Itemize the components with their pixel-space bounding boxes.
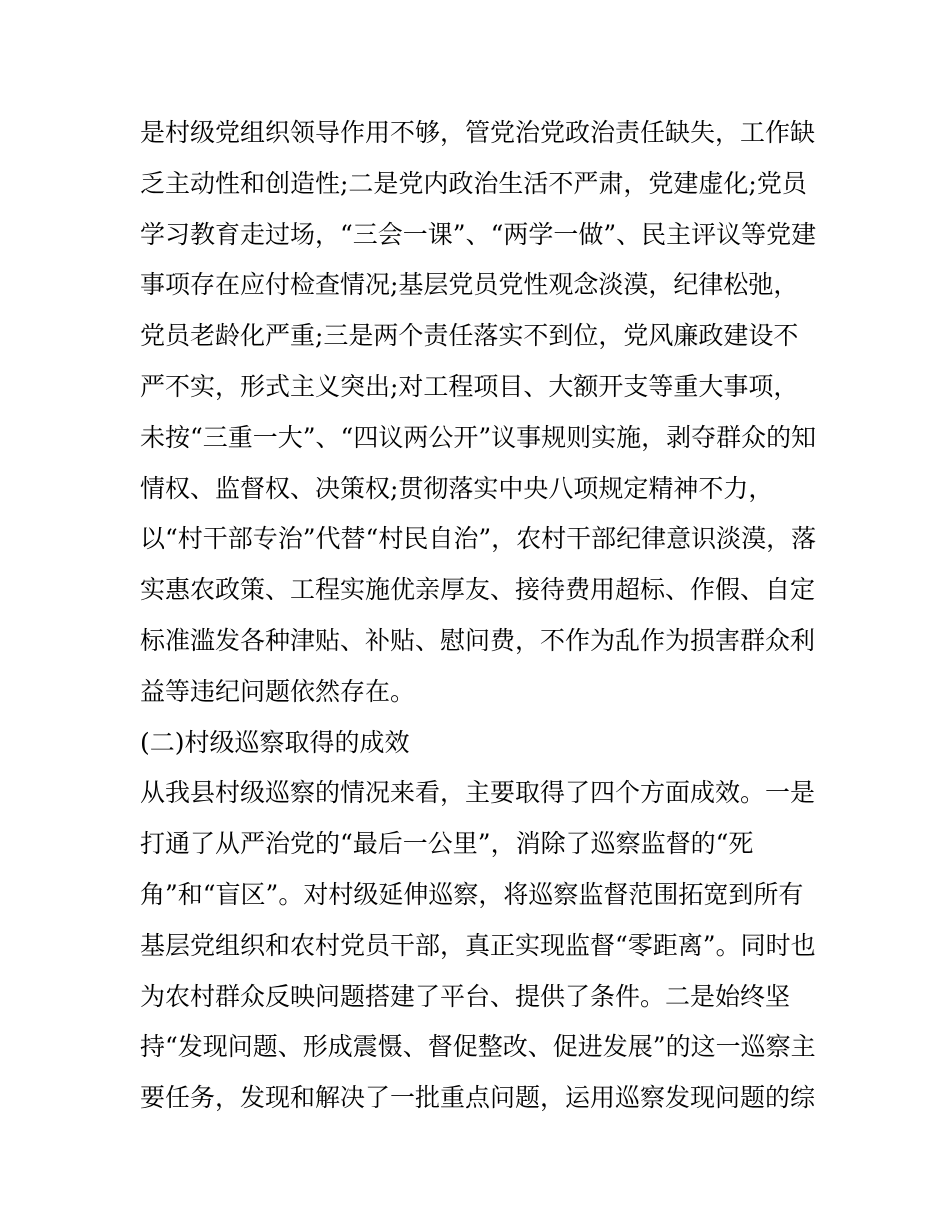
text-line: 为农村群众反映问题搭建了平台、提供了条件。二是始终坚 [140,981,791,1011]
text-line: 从我县村级巡察的情况来看，主要取得了四个方面成效。一是 [140,778,816,808]
section-heading: (二)村级巡察取得的成效 [140,727,410,757]
text-line: 持“发现问题、形成震慑、督促整改、促进发展”的这一巡察主 [140,1032,816,1062]
text-line: 要任务，发现和解决了一批重点问题，运用巡察发现问题的综 [140,1083,816,1113]
text-line: 学习教育走过场，“三会一课”、“两学一做”、民主评议等党建 [140,219,817,249]
text-line: 严不实，形式主义突出;对工程项目、大额开支等重大事项， [140,371,799,401]
text-line: 乏主动性和创造性;二是党内政治生活不严肃，党建虚化;党员 [140,168,807,198]
text-line: 是村级党组织领导作用不够，管党治党政治责任缺失，工作缺 [140,118,816,147]
text-line: 实惠农政策、工程实施优亲厚友、接待费用超标、作假、自定 [140,575,816,605]
text-line: 标准滥发各种津贴、补贴、慰问费，不作为乱作为损害群众利 [140,625,816,655]
text-line: 未按“三重一大”、“四议两公开”议事规则实施，剥夺群众的知 [140,422,817,452]
text-line: 以“村干部专治”代替“村民自治”，农村干部纪律意识淡漠，落 [140,524,817,554]
text-line: 情权、监督权、决策权;贯彻落实中央八项规定精神不力， [140,473,774,503]
text-line: 益等违纪问题依然存在。 [140,676,416,706]
text-line: 党员老龄化严重;三是两个责任落实不到位，党风廉政建设不 [140,321,799,351]
text-line: 角”和“盲区”。对村级延伸巡察，将巡察监督范围拓宽到所有 [140,879,804,909]
body-text [140,108,820,1124]
text-line: 事项存在应付检查情况;基层党员党性观念淡漠，纪律松弛， [140,270,799,300]
text-line: 基层党组织和农村党员干部，真正实现监督“零距离”。同时也 [140,930,816,960]
text-line: 打通了从严治党的“最后一公里”，消除了巡察监督的“死 [140,829,754,859]
